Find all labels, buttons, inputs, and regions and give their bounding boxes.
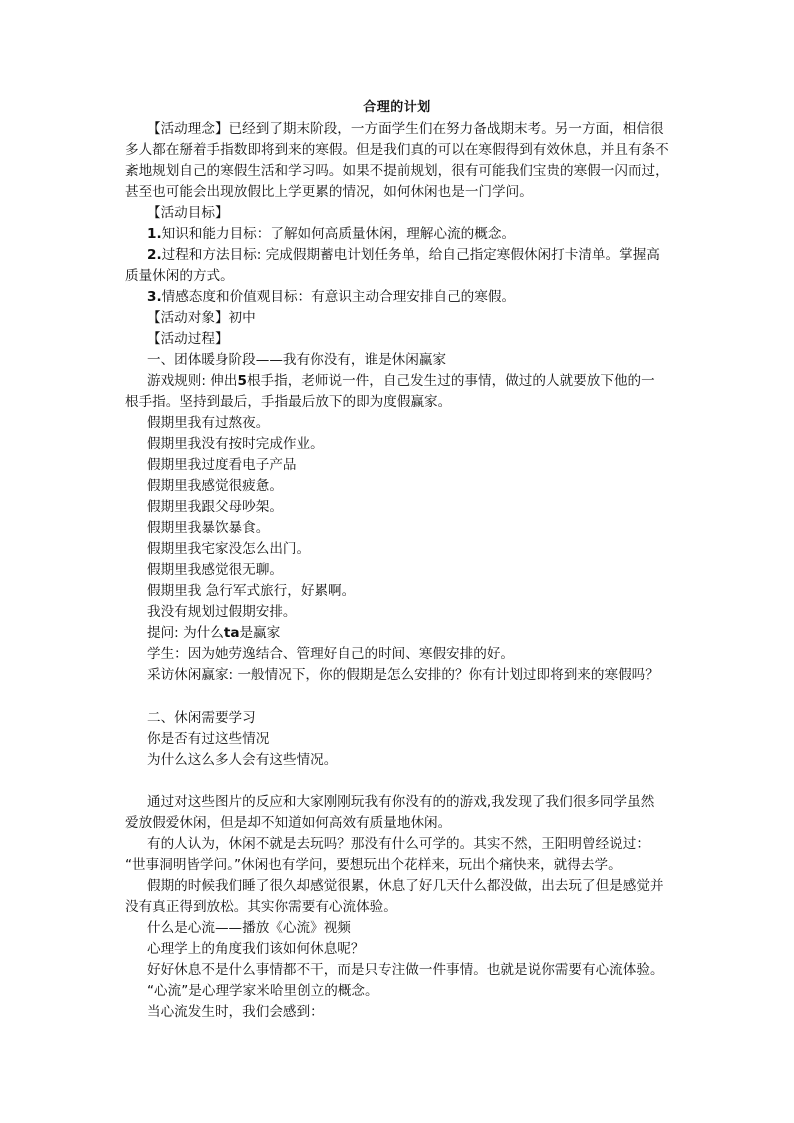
list-item: 假期里我有过熬夜。 (147, 415, 270, 431)
section-heading: 【活动对象】初中 (147, 310, 256, 326)
subsection-heading: 二、休闲需要学习 (147, 710, 256, 726)
rule-number: 5 (237, 373, 247, 389)
list-item: 我没有规划过假期安排。 (147, 604, 297, 620)
goal-text: 情感态度和价值观目标：有意识主动合理安排自己的寒假。 (161, 289, 516, 305)
rule-text: 游戏规则: 伸出 (147, 373, 238, 389)
question-ta: ta (223, 625, 240, 641)
paragraph-line: “世事洞明皆学问。”休闲也有学问，要想玩出个花样来，玩出个痛快来，就得去学。 (125, 857, 622, 873)
paragraph-line: 心理学上的角度我们该如何休息呢？ (147, 941, 365, 957)
list-item: 假期里我跟父母吵架。 (147, 499, 283, 515)
paragraph-line: 为什么这么多人会有这些情况。 (147, 752, 338, 768)
list-item: 假期里我宅家没怎么出门。 (147, 541, 311, 557)
goal-text: 过程和方法目标: 完成假期蓄电计划任务单，给自己指定寒假休闲打卡清单。掌握高 (161, 247, 660, 263)
question-text: 提问: 为什么 (147, 625, 224, 641)
list-item: 假期里我暴饮暴食。 (147, 520, 270, 536)
paragraph-line: 假期的时候我们睡了很久却感觉很累，休息了好几天什么都没做，出去玩了但是感觉并 (147, 878, 664, 894)
list-item: 假期里我感觉很疲惫。 (147, 478, 283, 494)
paragraph-line: 你是否有过这些情况 (147, 731, 270, 747)
paragraph-line: 质量休闲的方式。 (125, 268, 234, 284)
goal-item (147, 245, 660, 266)
question-text: 是赢家 (239, 625, 281, 641)
list-item: 假期里我过度看电子产品 (147, 457, 297, 473)
paragraph-line: 通过对这些图片的反应和大家刚刚玩我有你没有的的游戏,我发现了我们很多同学虽然 (147, 794, 655, 810)
page-title: 合理的计划 (363, 100, 431, 115)
goal-number: 3. (147, 289, 162, 305)
section-heading: 【活动目标】 (147, 205, 229, 221)
paragraph-line: 采访休闲赢家: 一般情况下，你的假期是怎么安排的？你有计划过即将到来的寒假吗？ (147, 667, 659, 683)
game-rule (147, 371, 655, 392)
goal-number: 1. (147, 226, 162, 242)
paragraph-line: 爱放假爱休闲，但是却不知道如何高效有质量地休闲。 (125, 815, 452, 831)
paragraph-line: 有的人认为，休闲不就是去玩吗？那没有什么可学的。其实不然，王阳明曾经说过： (147, 836, 650, 852)
paragraph-line: 甚至也可能会出现放假比上学更累的情况，如何休闲也是一门学问。 (125, 184, 533, 200)
question-line (147, 623, 280, 644)
subsection-heading: 一、团体暖身阶段——我有你没有，谁是休闲赢家 (147, 352, 447, 368)
paragraph-line: 没有真正得到放松。其实你需要有心流体验。 (125, 899, 397, 915)
goal-number: 2. (147, 247, 162, 263)
list-item: 假期里我感觉很无聊。 (147, 562, 283, 578)
rule-text: 根手指，老师说一件，自己发生过的事情，做过的人就要放下他的一 (246, 373, 655, 389)
paragraph-line: 多人都在掰着手指数即将到来的寒假。但是我们真的可以在寒假得到有效休息，并且有条不 (125, 142, 669, 158)
paragraph-line: 学生：因为她劳逸结合、管理好自己的时间、寒假安排的好。 (147, 646, 515, 662)
paragraph-line: 【活动理念】已经到了期末阶段，一方面学生们在努力备战期末考。另一方面，相信很 (147, 121, 664, 137)
list-item: 假期里我没有按时完成作业。 (147, 436, 324, 452)
goal-text: 知识和能力目标：了解如何高质量休闲，理解心流的概念。 (161, 226, 516, 242)
goal-item (147, 287, 515, 308)
goal-item (147, 224, 515, 245)
paragraph-line: 当心流发生时，我们会感到： (147, 1004, 324, 1020)
paragraph-line: 好好休息不是什么事情都不干，而是只专注做一件事情。也就是说你需要有心流体验。 (147, 962, 664, 978)
paragraph-line: 根手指。坚持到最后，手指最后放下的即为度假赢家。 (125, 394, 452, 410)
paragraph-line: 紊地规划自己的寒假生活和学习吗。如果不提前规划，很有可能我们宝贵的寒假一闪而过， (125, 163, 669, 179)
section-heading: 【活动过程】 (147, 331, 229, 347)
paragraph-line: “心流”是心理学家米哈里创立的概念。 (147, 983, 379, 999)
paragraph-line: 什么是心流——播放《心流》视频 (147, 920, 351, 936)
list-item: 假期里我 急行军式旅行，好累啊。 (147, 583, 356, 599)
